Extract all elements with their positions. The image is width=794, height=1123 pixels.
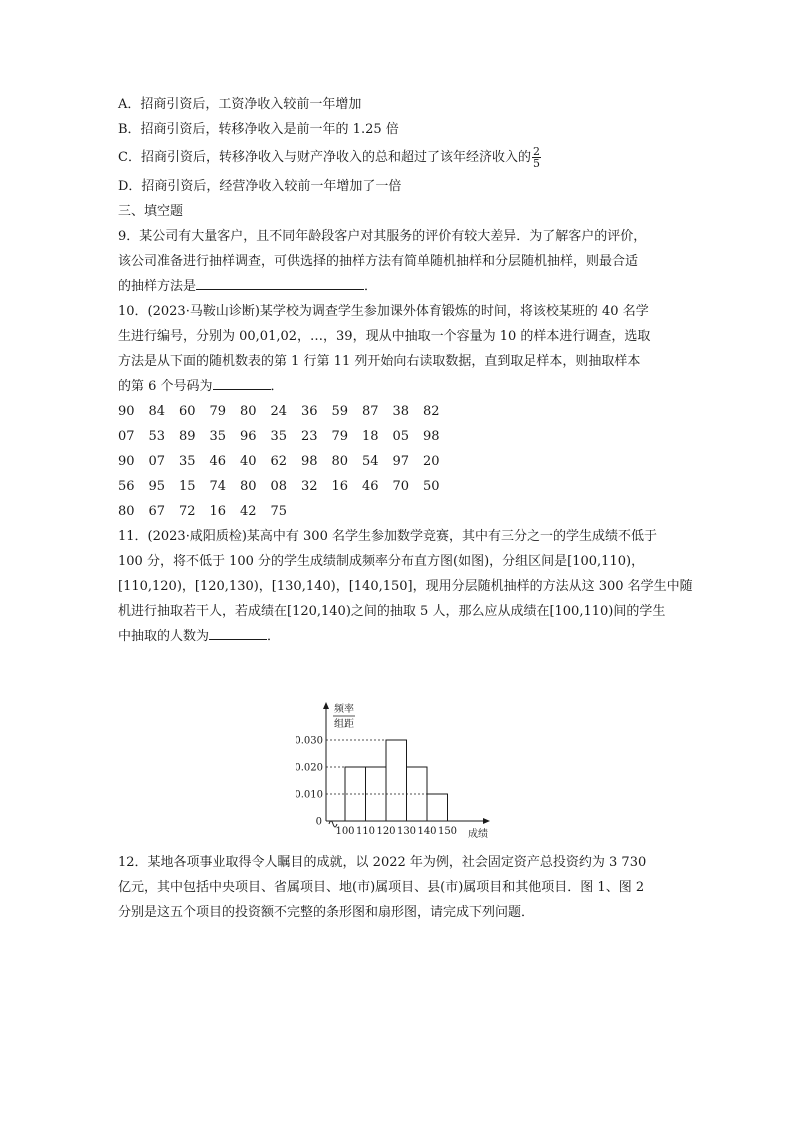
y-tick-label: 0.020 (296, 762, 323, 774)
random-number-cell: 90 (118, 454, 135, 469)
q9-answer-blank[interactable] (196, 277, 364, 290)
q10-text: 的第 6 个号码为 (118, 379, 213, 394)
random-number-row (118, 499, 678, 524)
histogram-chart (296, 700, 496, 842)
document-body (118, 92, 693, 649)
q12-line-1: 12．某地各项事业取得令人瞩目的成就，以 2022 年为例，社会固定资产总投资约为 3 730 (118, 855, 647, 870)
q12-line-3: 分别是这五个项目的投资额不完整的条形图和扇形图，请完成下列问题． (118, 905, 535, 920)
random-number-cell: 80 (331, 454, 349, 469)
q11-period: ． (267, 629, 281, 644)
random-number-cell: 46 (209, 454, 227, 469)
random-number-cell: 87 (362, 404, 379, 419)
q11-text: 中抽取的人数为 (118, 629, 210, 644)
random-number-cell: 32 (301, 479, 318, 494)
q9-period: ． (364, 279, 378, 294)
x-axis-label: 成绩 (468, 829, 488, 840)
random-number-cell: 98 (301, 454, 318, 469)
q12-line-2: 亿元，其中包括中央项目、省属项目、地(市)属项目、县(市)属项目和其他项目．图 1、图 2 (118, 880, 645, 895)
fraction-denominator: 5 (532, 157, 540, 170)
q10-line-2: 生进行编号，分别为 00,01,02，…，39，现从中抽取一个容量为 10 的样本进行调查，选取 (118, 329, 651, 344)
random-number-cell: 80 (240, 479, 257, 494)
random-number-cell: 82 (423, 404, 440, 419)
random-number-cell: 40 (240, 454, 257, 469)
q9-line-1: 9．某公司有大量客户，且不同年龄段客户对其服务的评价有较大差异．为了解客户的评价， (118, 229, 647, 244)
random-number-cell: 07 (148, 454, 166, 469)
random-number-cell: 16 (209, 504, 227, 519)
y-tick-label: 0.010 (296, 789, 323, 801)
q10-line-4 (118, 374, 678, 399)
random-number-cell: 80 (240, 404, 257, 419)
y-tick-label: 0.030 (296, 735, 323, 747)
random-number-cell: 24 (270, 404, 288, 419)
q11-line-1: 11．(2023·咸阳质检)某高中有 300 名学生参加数学竞赛，其中有三分之一的学生成绩不低于 (118, 529, 657, 544)
histogram-figure (296, 700, 496, 842)
q10-period: ． (270, 379, 284, 394)
section-title: 三、填空题 (118, 204, 184, 219)
q11-line-3: [110,120)，[120,130)，[130,140)，[140,150]，现用分层随机抽样的方法从这 300 名学生中随 (118, 579, 693, 594)
option-d: D．招商引资后，经营净收入较前一年增加了一倍 (118, 179, 402, 194)
x-tick-label: 110 (355, 826, 376, 837)
random-number-cell: 74 (209, 479, 227, 494)
q11-line-4: 机进行抽取若干人，若成绩在[120,140)之间的抽取 5 人，那么应从成绩在[100,110)间的学生 (118, 604, 666, 619)
random-number-cell: 23 (301, 429, 318, 444)
random-number-cell: 62 (270, 454, 288, 469)
option-b: B．招商引资后，转移净收入是前一年的 1.25 倍 (118, 122, 399, 137)
fraction-two-fifths (532, 146, 541, 169)
random-number-cell: 95 (148, 479, 166, 494)
x-tick-label: 120 (376, 826, 396, 837)
random-number-cell: 90 (118, 404, 135, 419)
random-number-cell: 89 (179, 429, 196, 444)
random-number-cell: 35 (209, 429, 227, 444)
random-number-cell: 38 (392, 404, 410, 419)
q11-answer-blank[interactable] (209, 627, 267, 640)
random-number-cell: 79 (331, 429, 349, 444)
random-number-cell: 05 (392, 429, 410, 444)
q9-line-2: 该公司准备进行抽样调查，可供选择的抽样方法有简单随机抽样和分层随机抽样，则最合适 (118, 254, 639, 269)
random-number-cell: 18 (362, 429, 379, 444)
origin-label: 0 (315, 816, 322, 828)
random-number-row (118, 474, 678, 499)
q9-line-3 (118, 274, 678, 299)
fraction-numerator: 2 (532, 145, 540, 158)
random-number-cell: 97 (392, 454, 410, 469)
q12-block (118, 850, 678, 925)
random-number-table (118, 399, 678, 524)
random-number-cell: 50 (423, 479, 440, 494)
random-number-cell: 15 (179, 479, 196, 494)
option-c-text: C．招商引资后，转移净收入与财产净收入的总和超过了该年经济收入的 (118, 150, 531, 165)
random-number-cell: 07 (118, 429, 135, 444)
x-tick-label: 150 (437, 826, 458, 837)
q10-line-1: 10．(2023·马鞍山诊断)某学校为调查学生参加课外体育锻炼的时间，将该校某班的 40 名学 (118, 304, 649, 319)
x-tick-label: 140 (417, 826, 437, 837)
random-number-cell: 96 (240, 429, 257, 444)
q10-answer-blank[interactable] (213, 377, 271, 390)
y-axis-arrow (323, 702, 329, 709)
random-number-row (118, 399, 678, 424)
histogram-bar (427, 794, 448, 821)
random-number-cell: 59 (331, 404, 349, 419)
histogram-bar (386, 740, 407, 821)
x-tick-label: 100 (335, 826, 355, 837)
random-number-cell: 98 (423, 429, 440, 444)
random-number-cell: 20 (423, 454, 440, 469)
option-a: A．招商引资后，工资净收入较前一年增加 (118, 97, 362, 112)
random-number-cell: 60 (179, 404, 196, 419)
random-number-cell: 67 (148, 504, 166, 519)
q11-line-2: 100 分，将不低于 100 分的学生成绩制成频率分布直方图(如图)，分组区间是[100,110)， (118, 554, 645, 569)
random-number-cell: 42 (240, 504, 257, 519)
random-number-cell: 54 (362, 454, 379, 469)
random-number-cell: 70 (392, 479, 410, 494)
random-number-cell: 75 (270, 504, 288, 519)
random-number-cell: 53 (148, 429, 166, 444)
q10-line-3: 方法是从下面的随机数表的第 1 行第 11 列开始向右读取数据，直到取足样本，则抽取样本 (118, 354, 641, 369)
random-number-cell: 36 (301, 404, 318, 419)
random-number-cell: 35 (179, 454, 196, 469)
random-number-row (118, 449, 678, 474)
x-axis-arrow (483, 818, 490, 824)
random-number-cell: 79 (209, 404, 227, 419)
q11-line-5 (118, 624, 678, 649)
random-number-cell: 35 (270, 429, 288, 444)
x-tick-label: 130 (396, 826, 417, 837)
random-number-cell: 46 (362, 479, 379, 494)
y-axis-label-numerator: 频率 (334, 704, 354, 715)
random-number-cell: 72 (179, 504, 196, 519)
random-number-cell: 80 (118, 504, 135, 519)
random-number-row (118, 424, 678, 449)
option-c (118, 142, 678, 174)
random-number-cell: 56 (118, 479, 135, 494)
random-number-cell: 08 (270, 479, 288, 494)
q9-text: 的抽样方法是 (118, 279, 197, 294)
random-number-cell: 16 (331, 479, 349, 494)
random-number-cell: 84 (148, 404, 166, 419)
y-axis-label-denominator: 组距 (334, 719, 354, 730)
